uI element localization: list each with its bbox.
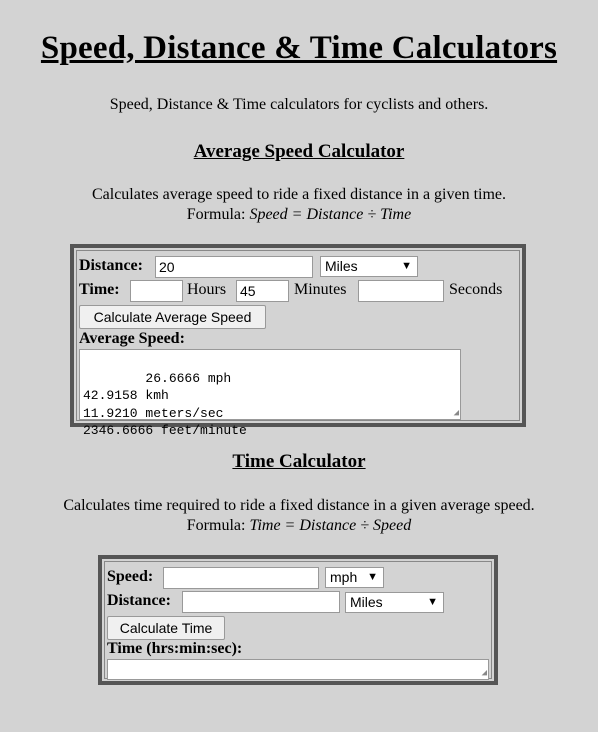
- page-title: Speed, Distance & Time Calculators: [40, 30, 558, 66]
- distance-unit-value: Miles: [325, 258, 358, 274]
- calculate-time-button[interactable]: Calculate Time: [107, 616, 225, 640]
- calculate-average-speed-button[interactable]: Calculate Average Speed: [79, 305, 266, 329]
- chevron-down-icon: ▼: [401, 260, 412, 272]
- time-label: Time:: [79, 281, 120, 298]
- average-speed-output[interactable]: [79, 349, 461, 438]
- average-speed-output-text: 26.6666 mph 42.9158 kmh 11.9210 meters/sec 2346.6666 feet/minute: [83, 370, 247, 438]
- speed-unit-select[interactable]: [325, 567, 384, 588]
- time-result-label: Time (hrs:min:sec):: [107, 640, 243, 657]
- chevron-down-icon: ▼: [367, 571, 378, 583]
- avg-speed-calculator: [70, 244, 526, 438]
- time-distance-input[interactable]: [182, 591, 340, 613]
- seconds-input[interactable]: [358, 280, 444, 302]
- seconds-label: Seconds: [449, 281, 503, 298]
- avg-speed-formula-line: [0, 205, 598, 225]
- time-formula-line: [0, 516, 598, 536]
- distance-input[interactable]: 20: [155, 256, 313, 278]
- time-calculator-description: Calculates time required to ride a fixed distance in a given average speed.: [63, 497, 535, 514]
- chevron-down-icon: ▼: [427, 596, 438, 608]
- avg-speed-formula: Speed = Distance ÷ Time: [249, 206, 412, 223]
- speed-input[interactable]: [163, 567, 319, 589]
- time-distance-label: Distance:: [107, 592, 171, 609]
- avg-speed-formula-prefix: Formula:: [186, 206, 250, 223]
- minutes-input[interactable]: 45: [236, 280, 289, 302]
- time-calculator-inner: [104, 561, 492, 679]
- time-formula-prefix: Formula:: [186, 517, 250, 534]
- distance-label: Distance:: [79, 257, 143, 274]
- resize-grip-icon[interactable]: ◢: [481, 668, 487, 678]
- avg-speed-description: Calculates average speed to ride a fixed distance in a given time.: [91, 186, 507, 203]
- resize-grip-icon[interactable]: ◢: [453, 408, 459, 418]
- time-distance-unit-value: Miles: [350, 594, 383, 610]
- hours-label: Hours: [187, 281, 227, 298]
- avg-speed-heading: Average Speed Calculator: [193, 141, 405, 162]
- avg-speed-calculator-inner: [76, 250, 520, 438]
- time-calculator-heading: Time Calculator: [232, 451, 366, 472]
- distance-unit-select[interactable]: [320, 256, 418, 277]
- page-subtitle: Speed, Distance & Time calculators for cyclists and others.: [109, 96, 489, 113]
- hours-input[interactable]: [130, 280, 183, 302]
- average-speed-label: Average Speed:: [79, 330, 185, 347]
- time-formula: Time = Distance ÷ Speed: [249, 517, 412, 534]
- speed-unit-value: mph: [330, 569, 358, 585]
- minutes-label: Minutes: [294, 281, 347, 298]
- time-calculator: [98, 555, 498, 685]
- speed-label: Speed:: [107, 568, 154, 585]
- time-result-output[interactable]: [107, 659, 489, 680]
- time-distance-unit-select[interactable]: [345, 592, 444, 613]
